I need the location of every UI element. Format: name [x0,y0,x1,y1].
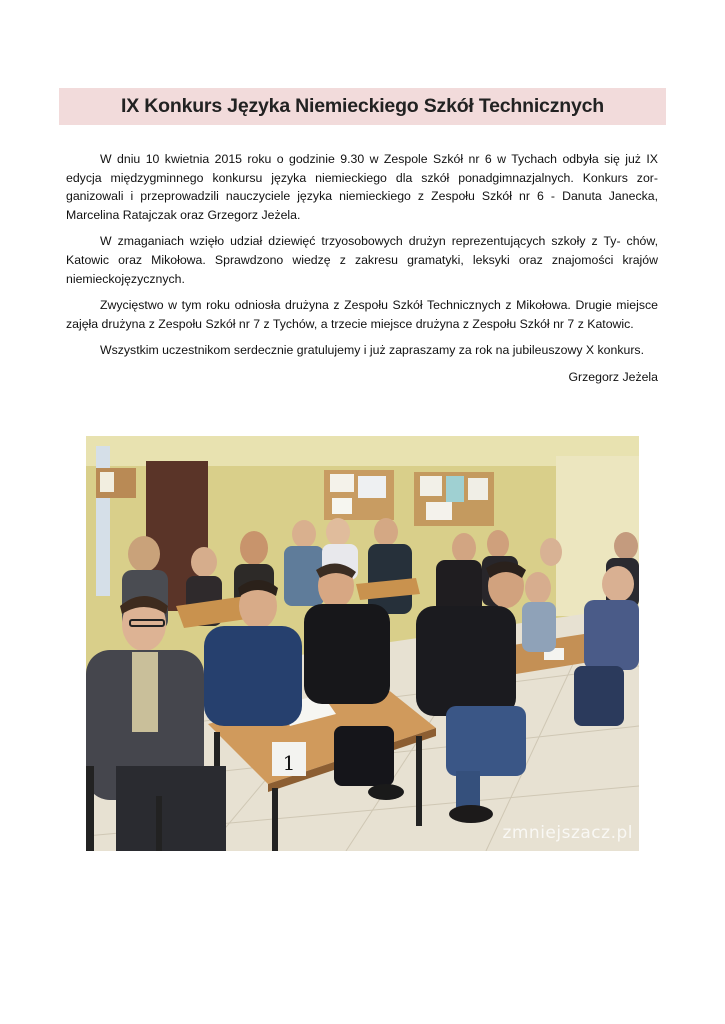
paragraph-3: Zwycięstwo w tym roku odniosła drużyna z Zespołu Szkół Technicznych z Mikołowa. Drugie miejsce zajęła drużyna z Zespołu Szkół nr 7 z Tychów, a trzecie miejsce drużyna z Zespołu Szkół nr 7 z Katowic. [66,298,658,331]
photo-watermark: zmniejszacz.pl [502,823,633,843]
page-title: IX Konkurs Języka Niemieckiego Szkół Technicznych [121,95,604,117]
classroom-photo-illustration [86,436,639,851]
paragraph-2: W zmaganiach wzięło udział dziewięć trzyosobowych drużyn reprezentujących szkoły z Ty- chów, Katowic oraz Mikołowa. Sprawdzono wiedzę z zakresu gramatyki, leksyki oraz znajomości krajów niemieckojęzycznych. [66,234,658,286]
title-band [59,88,666,125]
desk-card-number: 1 [282,751,296,775]
classroom-photo [86,436,639,851]
paragraph-4: Wszystkim uczestnikom serdecznie gratulujemy i już zapraszamy za rok na jubileuszowy X konkurs. [100,343,644,358]
paragraph-1: W dniu 10 kwietnia 2015 roku o godzinie 9.30 w Zespole Szkół nr 6 w Tychach odbyła się już IX edycja międzygminnego konkursu języka niemieckiego dla szkół ponadgimnazjalnych. Konkurs zor- ganizowali i przeprowadzili nauczyciele języka niemieckiego z Zespołu Szkół nr 6 - Danuta Janecka, Marcelina Ratajczak oraz Grzegorz Jeżela. [66,152,658,222]
author-signature: Grzegorz Jeżela [568,369,658,384]
article-body [66,150,658,395]
